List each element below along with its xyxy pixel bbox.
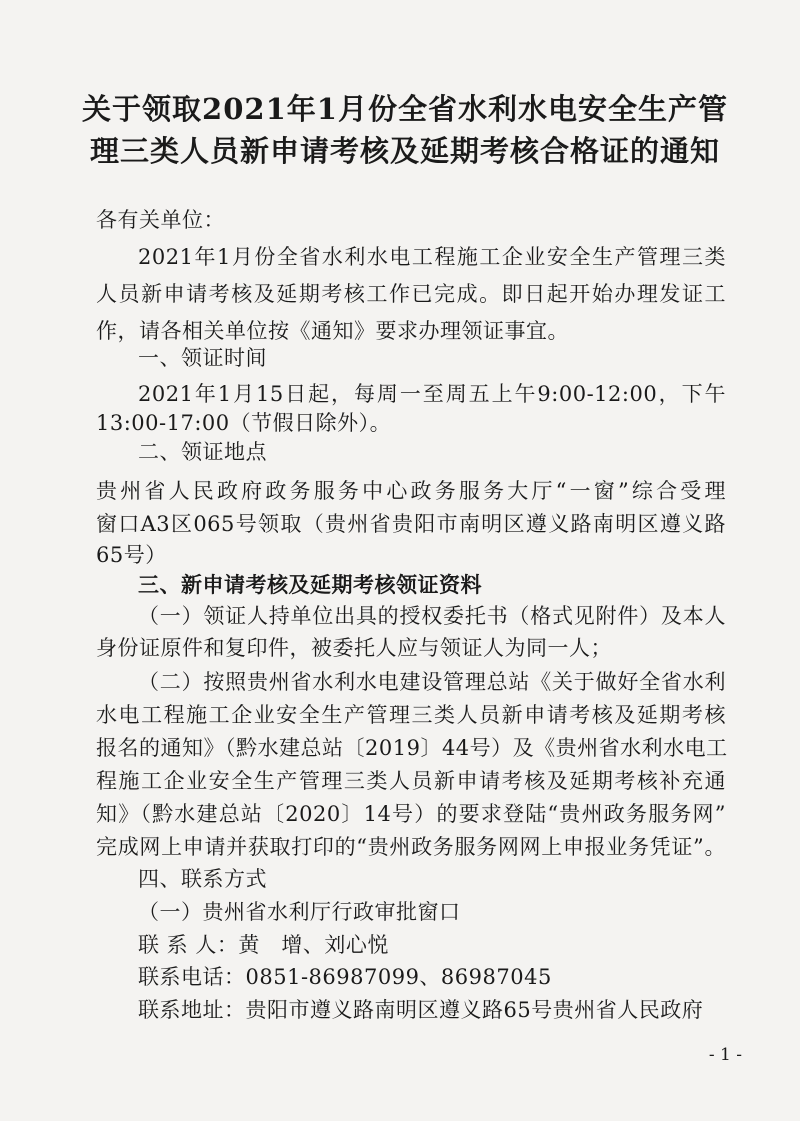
document-title-line-1: 关于领取2021年1月份全省水利水电安全生产管 [82,92,728,126]
section-3-item-2-line-1: （二）按照贵州省水利水电建设管理总站《关于做好全省水利 [138,670,726,694]
contact-person: 联 系 人：黄 增、刘心悦 [138,933,389,957]
section-3-item-2-line-5: 知》（黔水建总站〔2020〕14号）的要求登陆“贵州政务服务网” [96,802,726,826]
section-3-item-2-line-2: 水电工程施工企业安全生产管理三类人员新申请考核及延期考核 [96,703,726,727]
section-4-item-1: （一）贵州省水利厅行政审批窗口 [138,900,461,924]
salutation: 各有关单位： [96,208,225,232]
document-title-line-2: 理三类人员新申请考核及延期考核合格证的通知 [89,134,720,168]
paragraph-intro-line-2: 人员新申请考核及延期考核工作已完成。即日起开始办理发证工 [96,282,726,306]
section-1-heading: 一、领证时间 [138,346,267,370]
contact-address: 联系地址：贵阳市遵义路南明区遵义路65号贵州省人民政府 [138,998,704,1022]
page-number: - 1 - [708,1045,742,1065]
section-3-item-1-line-2: 身份证原件和复印件，被委托人应与领证人为同一人； [96,636,612,660]
section-3-item-2-line-6: 完成网上申请并获取打印的“贵州政务服务网网上申报业务凭证”。 [96,835,726,859]
section-1-line-2: 13:00-17:00（节假日除外）。 [96,411,392,435]
section-3-item-1-line-1: （一）领证人持单位出具的授权委托书（格式见附件）及本人 [138,604,726,628]
section-2-heading: 二、领证地点 [138,440,267,464]
section-4-heading: 四、联系方式 [138,867,267,891]
section-3-heading: 三、新申请考核及延期考核领证资料 [138,572,482,597]
section-3-item-2-line-4: 程施工企业安全生产管理三类人员新申请考核及延期考核补充通 [96,769,726,793]
paragraph-intro-line-3: 作，请各相关单位按《通知》要求办理领证事宜。 [96,319,569,343]
section-3-item-2-line-3: 报名的通知》（黔水建总站〔2019〕44号）及《贵州省水利水电工 [96,736,728,760]
section-2-line-1: 贵州省人民政府政务服务中心政务服务大厅“一窗”综合受理 [96,479,726,503]
section-1-line-1: 2021年1月15日起，每周一至周五上午9:00-12:00，下午 [138,382,726,406]
section-2-line-2: 窗口A3区065号领取（贵州省贵阳市南明区遵义路南明区遵义路 [96,512,726,536]
contact-phone: 联系电话：0851-86987099、86987045 [138,965,552,989]
section-2-line-3: 65号） [96,543,167,567]
paragraph-intro-line-1: 2021年1月份全省水利水电工程施工企业安全生产管理三类 [138,245,726,269]
